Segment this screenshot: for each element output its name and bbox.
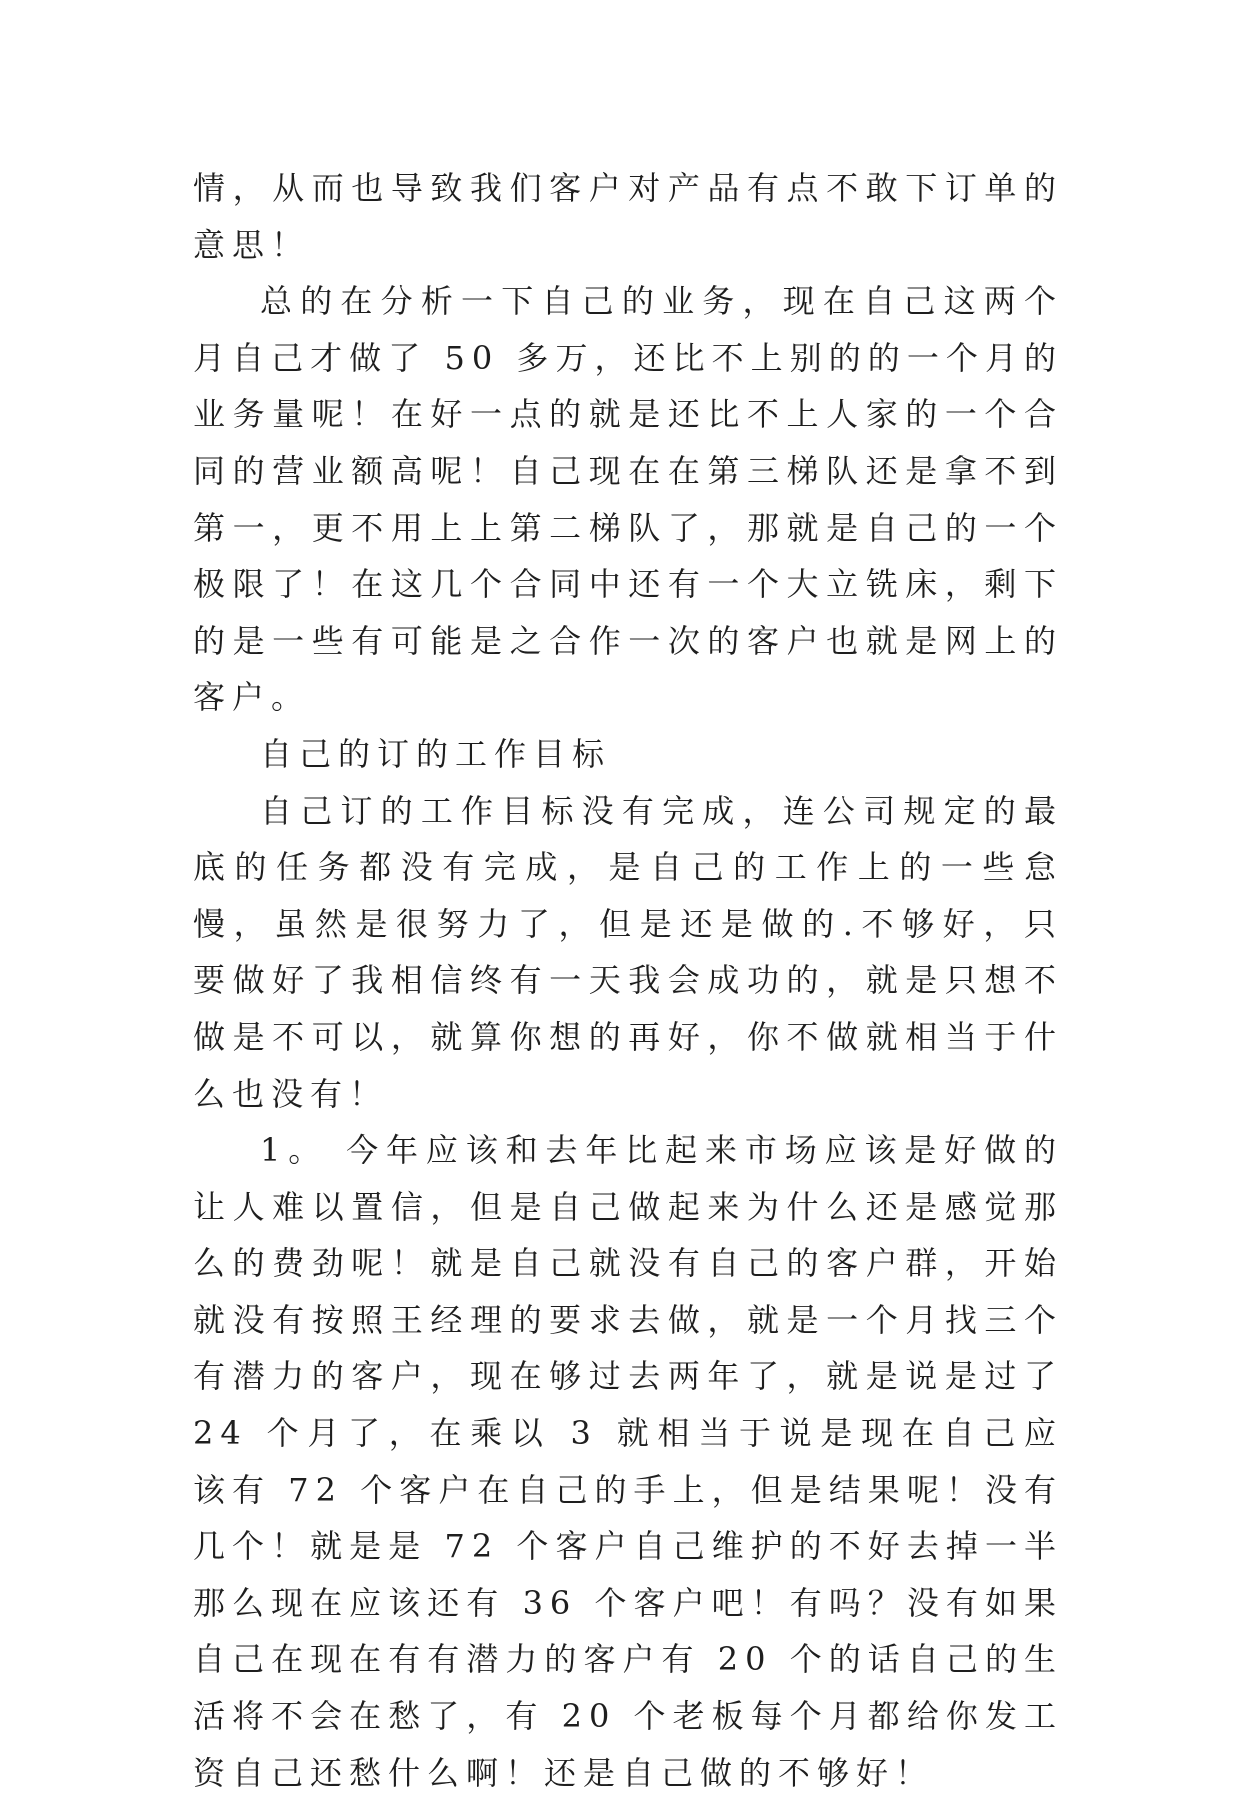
document-body [193,160,1063,1801]
paragraph-continuation: 情，从而也导致我们客户对产品有点不敢下订单的意思！ [193,169,1063,264]
section-heading-work-goals: 自己的订的工作目标 [260,734,612,773]
paragraph-business-analysis: 总的在分析一下自己的业务，现在自己这两个月自己才做了 50 多万，还比不上别的的一个月的业务量呢！在好一点的就是还比不上人家的一个合同的营业额高呢！自己现在在第三梯队还是拿不到第一，更不用上上第二梯队了，那就是自己的一个极限了！在这几个合同中还有一个大立铣床，剩下的是一些有可能是之合作一次的客户也就是网上的客户。 [193,282,1063,717]
paragraph-work-goals: 自己订的工作目标没有完成，连公司规定的最底的任务都没有完成，是自己的工作上的一些怠慢，虽然是很努力了，但是还是做的.不够好，只要做好了我相信终有一天我会成功的，就是只想不做是不可以，就算你想的再好，你不做就相当于什么也没有！ [193,791,1063,1113]
paragraph-item-1: 1。 今年应该和去年比起来市场应该是好做的让人难以置信，但是自己做起来为什么还是感觉那么的费劲呢！就是自己就没有自己的客户群，开始就没有按照王经理的要求去做，就是一个月找三个有潜力的客户，现在够过去两年了，就是说是过了 24 个月了，在乘以 3 就相当于说是现在自己应该有 72 个客户在自己的手上，但是结果呢！没有几个！就是是 72 个客户自己维护的不好去掉一半那么现在应该还有 36 个客户吧！有吗？没有如果自己在现在有有潜力的客户有 20 个的话自己的生活将不会在愁了，有 20 个老板每个月都给你发工资自己还愁什么啊！还是自己做的不够好！ [193,1131,1063,1792]
